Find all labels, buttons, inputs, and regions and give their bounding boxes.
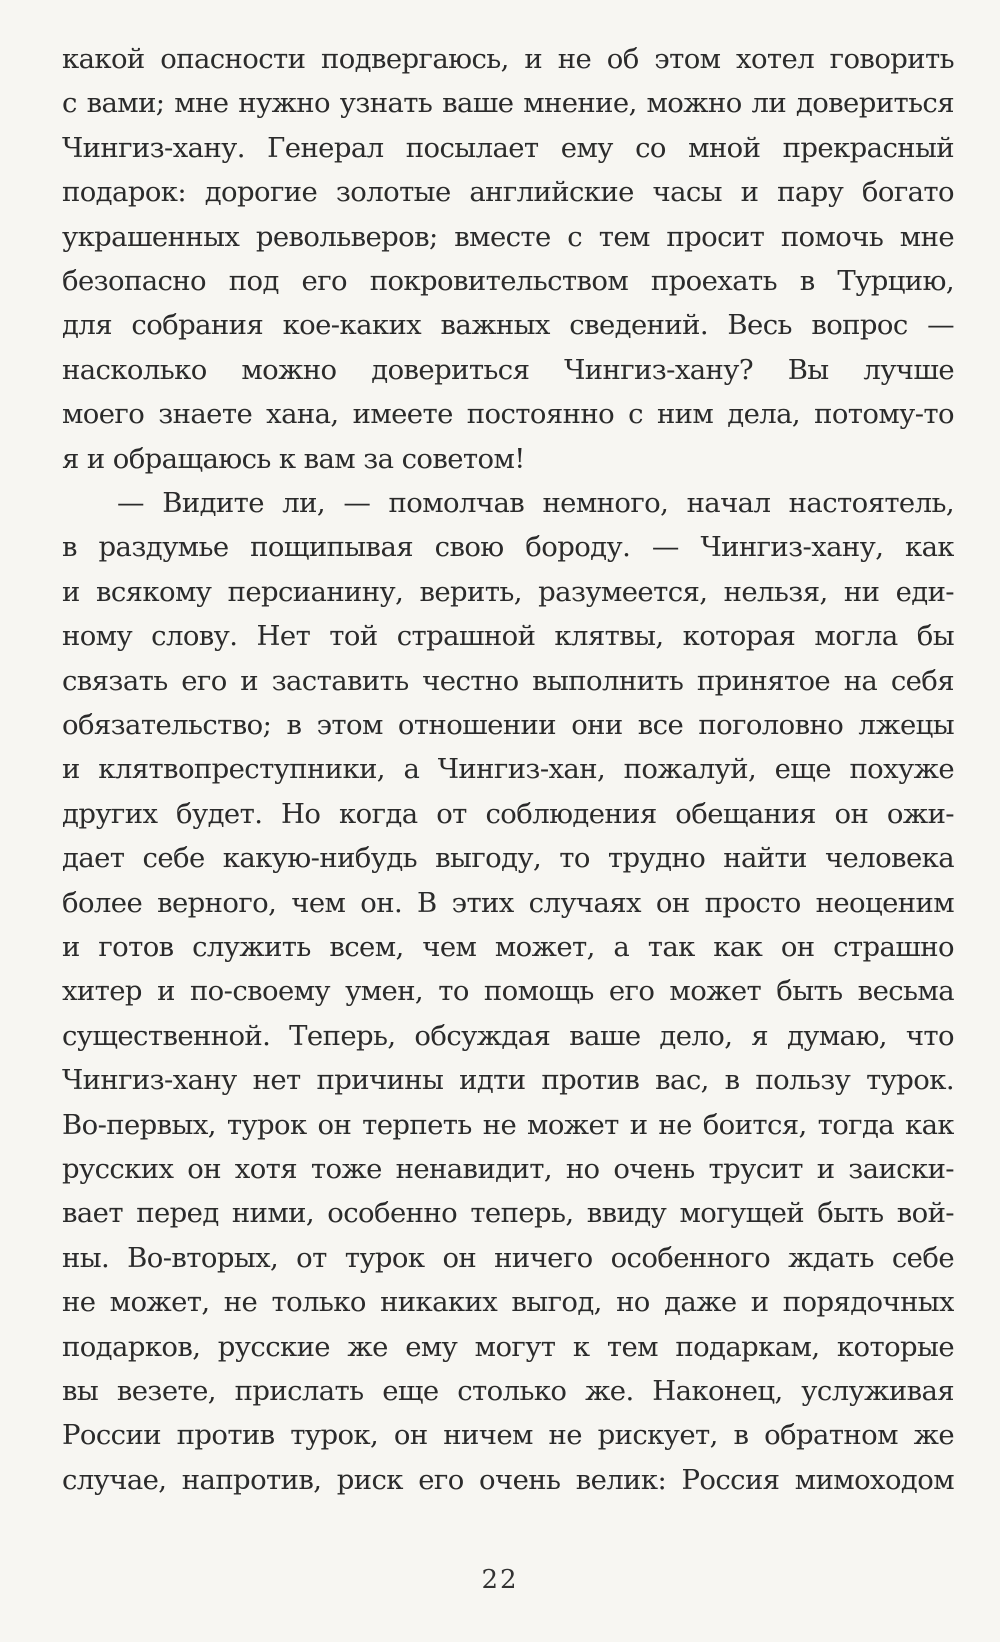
text-line: насколько можно довериться Чингиз-хану? Вы лучше bbox=[62, 353, 954, 386]
text-line: обязательство; в этом отношении они все поголовно лжецы bbox=[62, 709, 954, 741]
text-line: какой опасности подвергаюсь, и не об этом хотел говорить bbox=[62, 43, 954, 75]
text-line: Чингиз-хану нет причины идти против вас, в пользу турок. bbox=[62, 1064, 954, 1097]
text-line: моего знаете хана, имеете постоянно с ним дела, потому-то bbox=[62, 398, 954, 431]
text-line: случае, напротив, риск его очень велик: Россия мимоходом bbox=[62, 1463, 954, 1496]
text-line: не может, не только никаких выгод, но даже и порядочных bbox=[62, 1286, 954, 1319]
text-line: вает перед ними, особенно теперь, ввиду могущей быть вой- bbox=[62, 1197, 954, 1230]
page-number: 22 bbox=[481, 1565, 519, 1595]
text-line: России против турок, он ничем не рискует, в обратном же bbox=[62, 1419, 954, 1452]
text-line: более верного, чем он. В этих случаях он просто неоценим bbox=[62, 886, 954, 919]
text-line: русских он хотя тоже ненавидит, но очень трусит и заиски- bbox=[62, 1153, 954, 1185]
text-line: дает себе какую-нибудь выгоду, то трудно найти человека bbox=[62, 842, 954, 875]
text-line: Во-первых, турок он терпеть не может и не боится, тогда как bbox=[62, 1108, 954, 1141]
text-line: хитер и по-своему умен, то помощь его может быть весьма bbox=[62, 975, 954, 1008]
text-line: ны. Во-вторых, от турок он ничего особенного ждать себе bbox=[62, 1241, 954, 1274]
text-line: с вами; мне нужно узнать ваше мнение, можно ли довериться bbox=[62, 87, 954, 120]
text-line: я и обращаюсь к вам за советом! bbox=[62, 442, 525, 475]
text-line: украшенных револьверов; вместе с тем просит помочь мне bbox=[62, 220, 954, 253]
text-line: и всякому персианину, верить, разумеется, нельзя, ни еди- bbox=[62, 575, 954, 608]
text-line: существенной. Теперь, обсуждая ваше дело, я думаю, что bbox=[62, 1019, 954, 1052]
text-line: в раздумье пощипывая свою бороду. — Чингиз-хану, как bbox=[62, 531, 954, 564]
text-line: подарков, русские же ему могут к тем подаркам, которые bbox=[62, 1330, 954, 1363]
text-line: других будет. Но когда от соблюдения обещания он ожи- bbox=[62, 797, 954, 830]
text-line: безопасно под его покровительством проехать в Турцию, bbox=[62, 265, 954, 297]
text-line: Чингиз-хану. Генерал посылает ему со мной прекрасный bbox=[62, 131, 954, 164]
text-line: ному слову. Нет той страшной клятвы, которая могла бы bbox=[62, 620, 954, 653]
text-line: для собрания кое-каких важных сведений. Весь вопрос — bbox=[62, 309, 954, 342]
text-line: — Видите ли, — помолчав немного, начал настоятель, bbox=[117, 487, 954, 519]
text-line: и готов служить всем, чем может, а так как он страшно bbox=[62, 931, 954, 963]
text-line: и клятвопреступники, а Чингиз-хан, пожалуй, еще похуже bbox=[62, 753, 954, 786]
text-line: вы везете, прислать еще столько же. Наконец, услуживая bbox=[62, 1375, 954, 1407]
text-line: связать его и заставить честно выполнить принятое на себя bbox=[62, 664, 954, 697]
text-line: подарок: дорогие золотые английские часы и пару богато bbox=[62, 176, 954, 209]
